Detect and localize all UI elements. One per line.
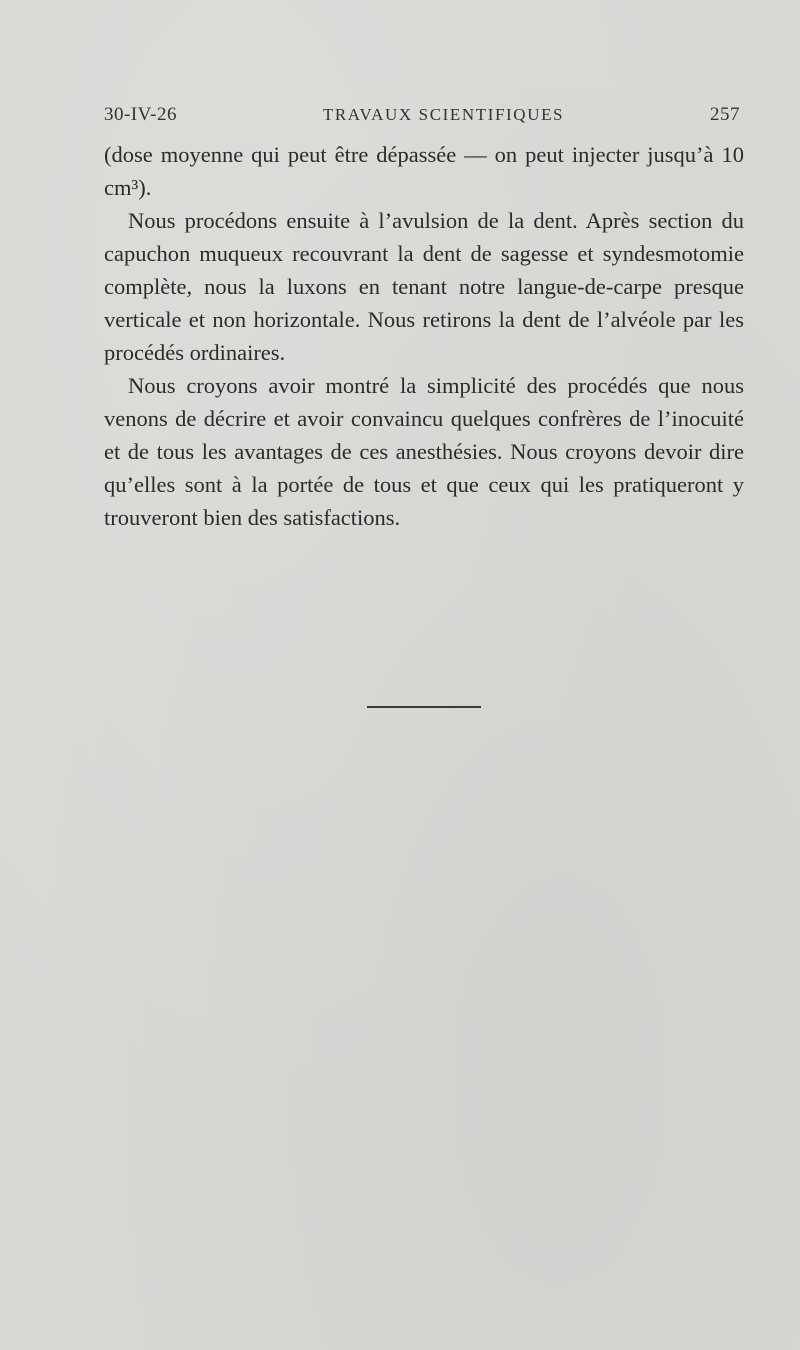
header-date: 30-IV-26	[104, 104, 177, 125]
paragraph-continuation: (dose moyenne qui peut être dépassée — on peut injecter jusqu’à 10 cm³).	[104, 142, 744, 200]
running-head	[104, 104, 740, 130]
end-rule-divider	[367, 706, 481, 708]
page-number: 257	[710, 104, 740, 125]
paragraph-avulsion: Nous procédons ensuite à l’avulsion de la dent. Après section du capuchon muqueux recouvrant la dent de sagesse et syndesmotomie complète, nous la luxons en tenant notre langue-de-carpe presque verticale et non horizontale. Nous retirons la dent de l’alvéole par les procédés ordinaires.	[104, 208, 744, 365]
body-text	[104, 138, 744, 534]
header-title: TRAVAUX SCIENTIFIQUES	[322, 105, 565, 124]
paragraph-conclusion: Nous croyons avoir montré la simplicité des procédés que nous venons de décrire et avoir convaincu quelques confrères de l’inocuité et de tous les avantages de ces anesthésies. Nous croyons devoir dire qu’elles sont à la portée de tous et que ceux qui les pratiqueront y trouveront bien des satisfactions.	[104, 373, 744, 530]
